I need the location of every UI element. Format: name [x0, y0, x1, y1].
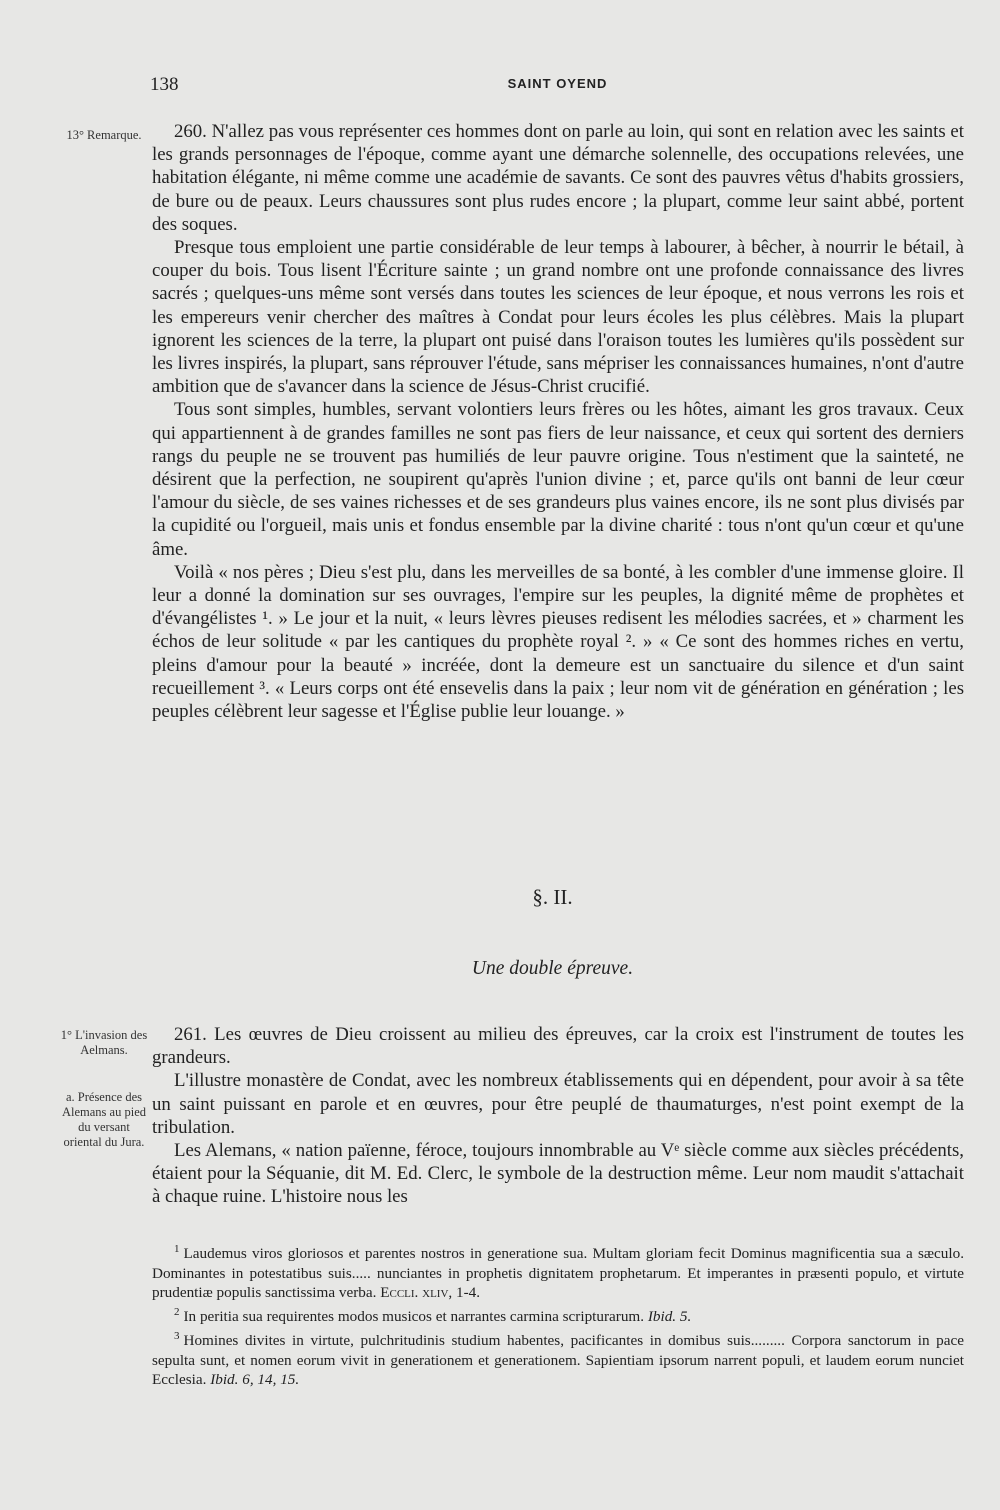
paragraph-260: 260. N'allez pas vous représenter ces hommes dont on parle au loin, qui sont en relation avec les saints et les grands personnages de l'époque, comme ayant une démarche solennelle, des occupations relevées, une habitation élégante, ni même comme une académie de savants. Ce sont des pauvres vêtus d'habits grossiers, de bure ou de peaux. Leurs chaussures sont plus rudes encore ; la plupart, comme leur saint abbé, portent des soques.	[152, 121, 964, 235]
footnote-reference: Eccli. xliv, 1-4.	[380, 1284, 481, 1302]
paragraph: Tous sont simples, humbles, servant volontiers leurs frères ou les hôtes, aimant les gros travaux. Ceux qui appartiennent à de grandes familles ne sont pas fiers de leur naissance, et ceux qui sortent des derniers rangs du peuple ne se trouvent pas humiliés de leur pauvre origine. Tous n'estiment que la sainteté, ne désirent que la perfection, ne soupirent qu'après l'union divine ; et, parce qu'ils ont banni de leur cœur l'amour du siècle, de ses vaines richesses et de ses grandeurs plus vaines encore, ils ne sont plus divisés par la cupidité ou l'orgueil, mais unis et fondus ensemble par la divine charité : tous n'ont qu'un cœur et qu'une âme.	[152, 399, 964, 560]
footnote-mark: 2	[174, 1306, 180, 1319]
margin-note-presence: a. Présence des Alemans au pied du versant oriental du Jura.	[61, 1090, 146, 1149]
page-header	[150, 74, 965, 100]
margin-note-invasion: 1° L'invasion des Aelmans.	[60, 1028, 148, 1057]
footnotes	[152, 1240, 964, 1390]
running-title: SAINT OYEND	[507, 76, 608, 91]
footnote-mark: 3	[174, 1329, 180, 1342]
paragraph: Voilà « nos pères ; Dieu s'est plu, dans les merveilles de sa bonté, à les combler d'une immense gloire. Il leur a donné la domination sur ses ouvrages, l'empire sur les peuples, la dignité même de prophètes et d'évangélistes ¹. » Le jour et la nuit, « leurs lèvres pieuses redisent les mélodies sacrées, et » charment les échos de leur solitude « par les cantiques du prophète royal ². » « Ce sont des hommes riches en vertu, pleins d'amour pour la beauté » incréée, dont la demeure est un sanctuaire du silence et d'un saint recueillement ³. « Leurs corps ont été ensevelis dans la paix ; leur nom vit de génération en génération ; les peuples célèbrent leur sagesse et l'Église publie leur louange. »	[152, 561, 964, 723]
footnote-reference: Ibid. 6, 14, 15.	[210, 1371, 300, 1389]
margin-note-remarque: 13° Remarque.	[66, 128, 142, 142]
paragraph: L'illustre monastère de Condat, avec les nombreux établissements qui en dépendent, pour avoir à sa tête un saint puissant en parole et en œuvres, pour être peuplé de thaumaturges, n'est point exempt de la tribulation.	[152, 1070, 964, 1138]
footnote-reference: Ibid. 5.	[647, 1308, 692, 1326]
page-number: 138	[150, 74, 179, 95]
section-subtitle: Une double épreuve.	[471, 958, 634, 979]
footnote-1	[152, 1240, 964, 1303]
footnote-2	[152, 1303, 964, 1327]
section-heading: §. II.	[532, 885, 573, 909]
footnote-text: In peritia sua requirentes modos musicos et narrantes carmina scripturarum.	[183, 1308, 648, 1326]
main-text-top	[152, 120, 964, 723]
footnote-3	[152, 1327, 964, 1390]
footnote-mark: 1	[174, 1243, 180, 1255]
footnote-text: Laudemus viros gloriosos et parentes nostros in generatione sua. Multam gloriam fecit Dominus magnificentia sua a sæculo. Dominantes in potestatibus suis..... nunciantes in prophetis dignitatem prophetarum. Et imperantes in præsenti populo, et virtute prudentiæ populis sanctissima verba.	[152, 1245, 964, 1302]
footnote-text: Homines divites in virtute, pulchritudinis studium habentes, pacificantes in domibus suis......... Corpora sanctorum in pace sepulta sunt, et nomen eorum vivit in generationem et generationem. Sapientiam ipsorum narrent populi, et laudem eorum nunciet Ecclesia.	[152, 1332, 964, 1389]
paragraph-261: 261. Les œuvres de Dieu croissent au milieu des épreuves, car la croix est l'instrument de toutes les grandeurs.	[152, 1024, 964, 1069]
paragraph: Presque tous emploient une partie considérable de leur temps à labourer, à bêcher, à nourrir le bétail, à couper du bois. Tous lisent l'Écriture sainte ; un grand nombre ont une profonde connaissance des livres sacrés ; quelques-uns même sont versés dans toutes les sciences de leur époque, et nous verrons les rois et les empereurs venir chercher des maîtres à Condat pour leurs écoles les plus célèbres. Mais la plupart ignorent les sciences de la terre, la plupart ont puisé dans l'oraison toutes les lumières qu'ils possèdent sur les livres inspirés, la plupart, sans réprouver l'étude, sans mépriser les connaissances humaines, n'ont d'autre ambition que de s'avancer dans la science de Jésus-Christ crucifié.	[152, 237, 964, 398]
paragraph: Les Alemans, « nation païenne, féroce, toujours innombrable au Vᵉ siècle comme aux siècles précédents, étaient pour la Séquanie, dit M. Ed. Clerc, le symbole de la destruction même. Leur nom maudit s'attachait à chaque ruine. L'histoire nous les	[152, 1140, 964, 1208]
main-text-bottom	[152, 1023, 964, 1209]
